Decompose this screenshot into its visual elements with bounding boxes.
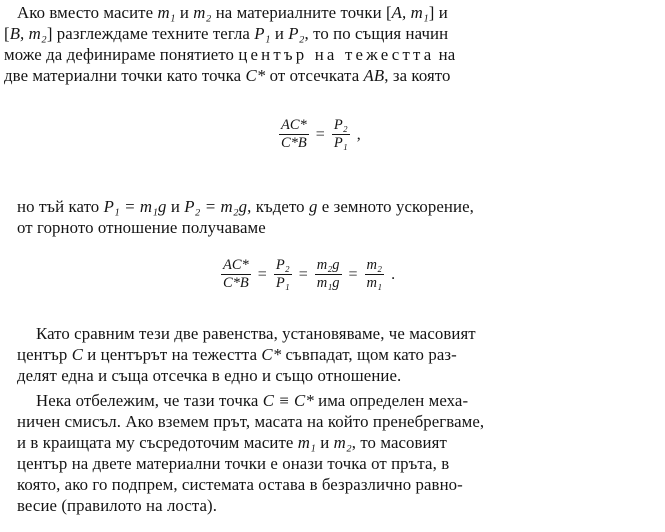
equation-2-fraction-ac-cb: $\frac{AC*}{C*B}$	[223, 257, 249, 291]
paragraph-4-line-1: Нека отбележим, че тази точка C ≡ C* има определен меха-	[36, 391, 469, 410]
paragraph-4-line-3: и в краищата му съсредоточим масите m₁ и m₂, то масовият	[17, 433, 447, 452]
paragraph-1-line-1: Ако вместо масите m₁ и m₂ на материалните точки [A, m₁] и	[17, 3, 448, 22]
paragraph-1-line-3: може да дефинираме понятието център на тежестта на	[4, 45, 456, 64]
equation-2-fraction-p2-p1: $\frac{\text{P₂}}{\text{P₁}}$	[275, 257, 290, 291]
equation-1: $\frac{AC*}{C*B}$ = $\frac{\text{P₂}}{\text{P₁}}$ ,	[281, 117, 361, 151]
paragraph-4-line-2: ничен смисъл. Ако вземем прът, масата на който пренебрегваме,	[17, 412, 485, 431]
paragraph-1-line-4: две материални точки като точка C* от отсечката AB, за която	[4, 66, 451, 85]
paragraph-2-line-1: но тъй като P₁ = m₁g и P₂ = m₂g, където g е земното ускорение,	[17, 197, 474, 216]
paragraph-4-line-5: която, ако го подпрем, системата остава в безразлично равно-	[17, 475, 463, 494]
paragraph-4-line-4: център на двете материални точки е онази точка от пръта, в	[17, 454, 450, 473]
paragraph-3-line-1: Като сравним тези две равенства, установяваме, че масовият	[36, 324, 476, 343]
paragraph-4-line-6: весие (правилото на лоста).	[17, 496, 218, 515]
equation-2: $\frac{AC*}{C*B}$ = $\frac{\text{P₂}}{\text{P₁}}$ = $\frac{\text{m₂g}}{\text{m₁g}}$ = $\frac{\text{m₂}}{\text{m₁}}$ .	[223, 257, 396, 291]
equation-2-fraction-m2g-m1g: $\frac{\text{m₂g}}{\text{m₁g}}$	[316, 257, 340, 291]
equation-1-fraction-ac-cb: $\frac{AC*}{C*B}$	[281, 117, 307, 151]
paragraph-3-line-2: център C и центърът на тежестта C* съвпадат, щом като раз-	[17, 345, 457, 364]
term-center-of-gravity: център на тежестта	[238, 45, 435, 64]
paragraph-3-line-3: делят една и съща отсечка в едно и също отношение.	[17, 366, 402, 385]
equation-1-fraction-p2-p1: $\frac{\text{P₂}}{\text{P₁}}$	[333, 117, 348, 151]
equation-2-fraction-m2-m1: $\frac{\text{m₂}}{\text{m₁}}$	[366, 257, 383, 291]
paragraph-1-line-2: [B, m₂] разглеждаме техните тегла P₁ и P₂, то по същия начин	[4, 24, 449, 43]
paragraph-2-line-2: от горното отношение получаваме	[17, 218, 266, 237]
